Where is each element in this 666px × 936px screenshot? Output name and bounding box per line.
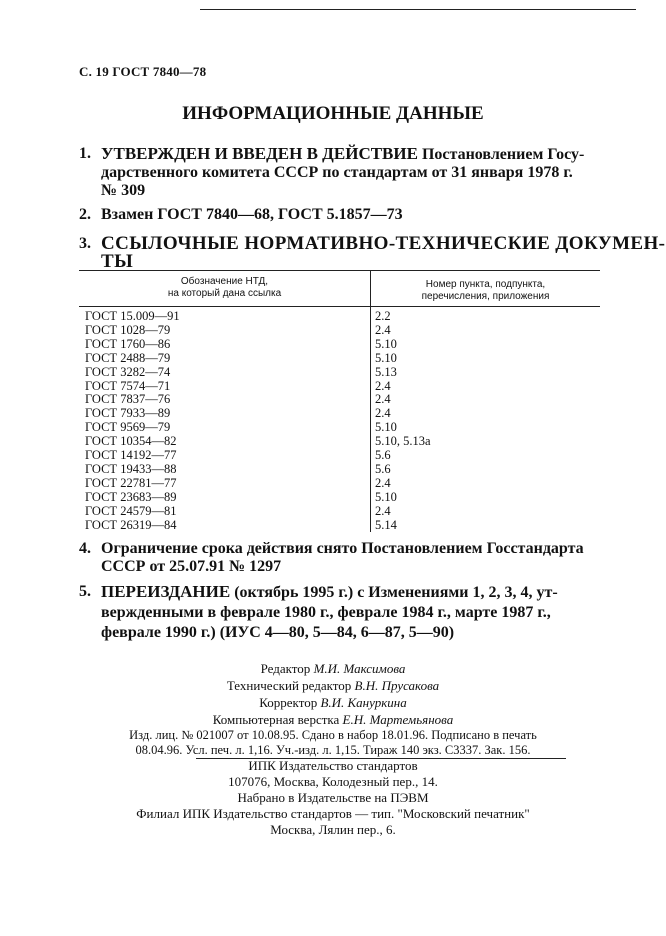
table-row	[79, 518, 600, 532]
credit-tech-editor: Технический редактор В.Н. Прусакова	[226, 678, 440, 693]
publisher-line: 107076, Москва, Колодезный пер., 14.	[228, 774, 438, 789]
table-row	[79, 448, 600, 462]
row-clause: 5.10	[375, 336, 397, 351]
section-1	[79, 144, 611, 200]
row-document: ГОСТ 7837—76	[85, 392, 171, 407]
row-clause: 5.6	[375, 448, 391, 462]
reference-table	[79, 270, 600, 532]
row-clause: 5.10	[375, 489, 397, 504]
section-number: 5.	[79, 583, 91, 600]
row-document: ГОСТ 22781—77	[85, 475, 177, 490]
section-text: (октябрь 1995 г.) с Изменениями 1, 2, 3, 4, ут-	[234, 584, 558, 601]
section-text: вержденными в феврале 1980 г., феврале 1984 г., марте 1987 г.,	[101, 604, 551, 621]
table-row	[79, 420, 600, 434]
table-row	[79, 504, 600, 518]
table-row	[79, 323, 600, 337]
row-document: ГОСТ 19433—88	[85, 461, 177, 476]
section-text: № 309	[101, 182, 146, 199]
credit-editor: Редактор М.И. Максимова	[260, 661, 406, 676]
row-document: ГОСТ 1028—79	[85, 322, 171, 337]
table-row	[79, 490, 600, 504]
row-clause: 2.4	[375, 322, 391, 337]
row-document: ГОСТ 7574—71	[85, 378, 171, 393]
row-document: ГОСТ 14192—77	[85, 448, 177, 462]
table-row	[79, 337, 600, 351]
section-heading: ПЕРЕИЗДАНИЕ	[101, 582, 231, 601]
row-clause: 5.14	[375, 517, 397, 532]
table-row	[79, 462, 600, 476]
page-title: ИНФОРМАЦИОННЫЕ ДАННЫЕ	[182, 103, 484, 124]
top-rule	[200, 9, 636, 10]
table-row	[79, 392, 600, 406]
page-header: С. 19 ГОСТ 7840—78	[79, 64, 207, 79]
section-number: 4.	[79, 540, 91, 557]
publisher-line: Филиал ИПК Издательство стандартов — тип. "Московский печатник"	[136, 806, 530, 821]
credit-layout: Компьютерная верстка Е.Н. Мартемьянова	[212, 712, 454, 727]
section-number: 3.	[79, 235, 91, 252]
table-row	[79, 406, 600, 420]
row-clause: 2.4	[375, 475, 391, 490]
row-clause: 2.4	[375, 406, 391, 421]
section-4	[79, 540, 611, 576]
table-row	[79, 476, 600, 490]
imprint-line: Изд. лиц. № 021007 от 10.08.95. Сдано в набор 18.01.96. Подписано в печать	[129, 728, 537, 742]
section-2	[79, 206, 611, 224]
section-5	[79, 582, 611, 643]
table-row	[79, 379, 600, 393]
row-document: ГОСТ 2488—79	[85, 350, 171, 365]
row-clause: 2.4	[375, 392, 391, 407]
section-text: Взамен ГОСТ 7840—68, ГОСТ 5.1857—73	[101, 206, 403, 223]
credits	[0, 660, 666, 728]
row-clause: 5.10	[375, 350, 397, 365]
section-number: 2.	[79, 206, 91, 223]
table-header-rule	[79, 306, 600, 307]
table-row	[79, 365, 600, 379]
imprint-line: 08.04.96. Усл. печ. л. 1,16. Уч.-изд. л. 1,15. Тираж 140 экз. С3337. Зак. 156.	[135, 743, 531, 757]
section-text: СССР от 25.07.91 № 1297	[101, 558, 282, 575]
section-heading: УТВЕРЖДЕН И ВВЕДЕН В ДЕЙСТВИЕ	[101, 144, 418, 163]
publisher-line: ИПК Издательство стандартов	[248, 758, 418, 773]
publisher-info	[0, 758, 666, 838]
row-document: ГОСТ 10354—82	[85, 434, 177, 449]
section-number: 1.	[79, 145, 91, 162]
row-document: ГОСТ 3282—74	[85, 364, 171, 379]
credit-corrector: Корректор В.И. Кануркина	[259, 695, 407, 710]
section-3	[79, 233, 666, 272]
publisher-line: Москва, Лялин пер., 6.	[270, 822, 396, 837]
row-clause: 5.10	[375, 420, 397, 435]
row-clause: 2.4	[375, 378, 391, 393]
table-top-rule	[79, 270, 600, 271]
row-clause: 5.13	[375, 364, 397, 379]
row-clause: 5.10, 5.13а	[375, 434, 431, 449]
row-clause: 2.4	[375, 503, 391, 518]
section-text: Ограничение срока действия снято Постановлением Госстандарта	[101, 540, 584, 557]
column-header-clause: Номер пункта, подпункта, перечисления, приложения	[421, 279, 550, 302]
row-clause: 5.6	[375, 461, 391, 476]
section-text: феврале 1990 г.) (ИУС 4—80, 5—84, 6—87, 5—90)	[101, 624, 455, 641]
table-row	[79, 351, 600, 365]
table-row	[79, 309, 600, 323]
section-heading: ТЫ	[101, 251, 134, 272]
publisher-line: Набрано в Издательстве на ПЭВМ	[237, 790, 429, 805]
section-text: Постановлением Госу-	[421, 146, 585, 163]
row-clause: 2.2	[375, 309, 391, 323]
row-document: ГОСТ 24579—81	[85, 503, 177, 518]
imprint	[0, 728, 666, 758]
section-text: дарственного комитета СССР по стандартам от 31 января 1978 г.	[101, 164, 573, 181]
column-header-document: Обозначение НТД, на который дана ссылка	[167, 276, 282, 299]
table-row	[79, 434, 600, 448]
row-document: ГОСТ 26319—84	[85, 517, 177, 532]
section-heading: ССЫЛОЧНЫЕ НОРМАТИВНО-ТЕХНИЧЕСКИЕ ДОКУМЕН-	[101, 233, 666, 254]
row-document: ГОСТ 9569—79	[85, 420, 171, 435]
row-document: ГОСТ 15.009—91	[85, 309, 180, 323]
row-document: ГОСТ 23683—89	[85, 489, 177, 504]
row-document: ГОСТ 1760—86	[85, 336, 171, 351]
row-document: ГОСТ 7933—89	[85, 406, 171, 421]
